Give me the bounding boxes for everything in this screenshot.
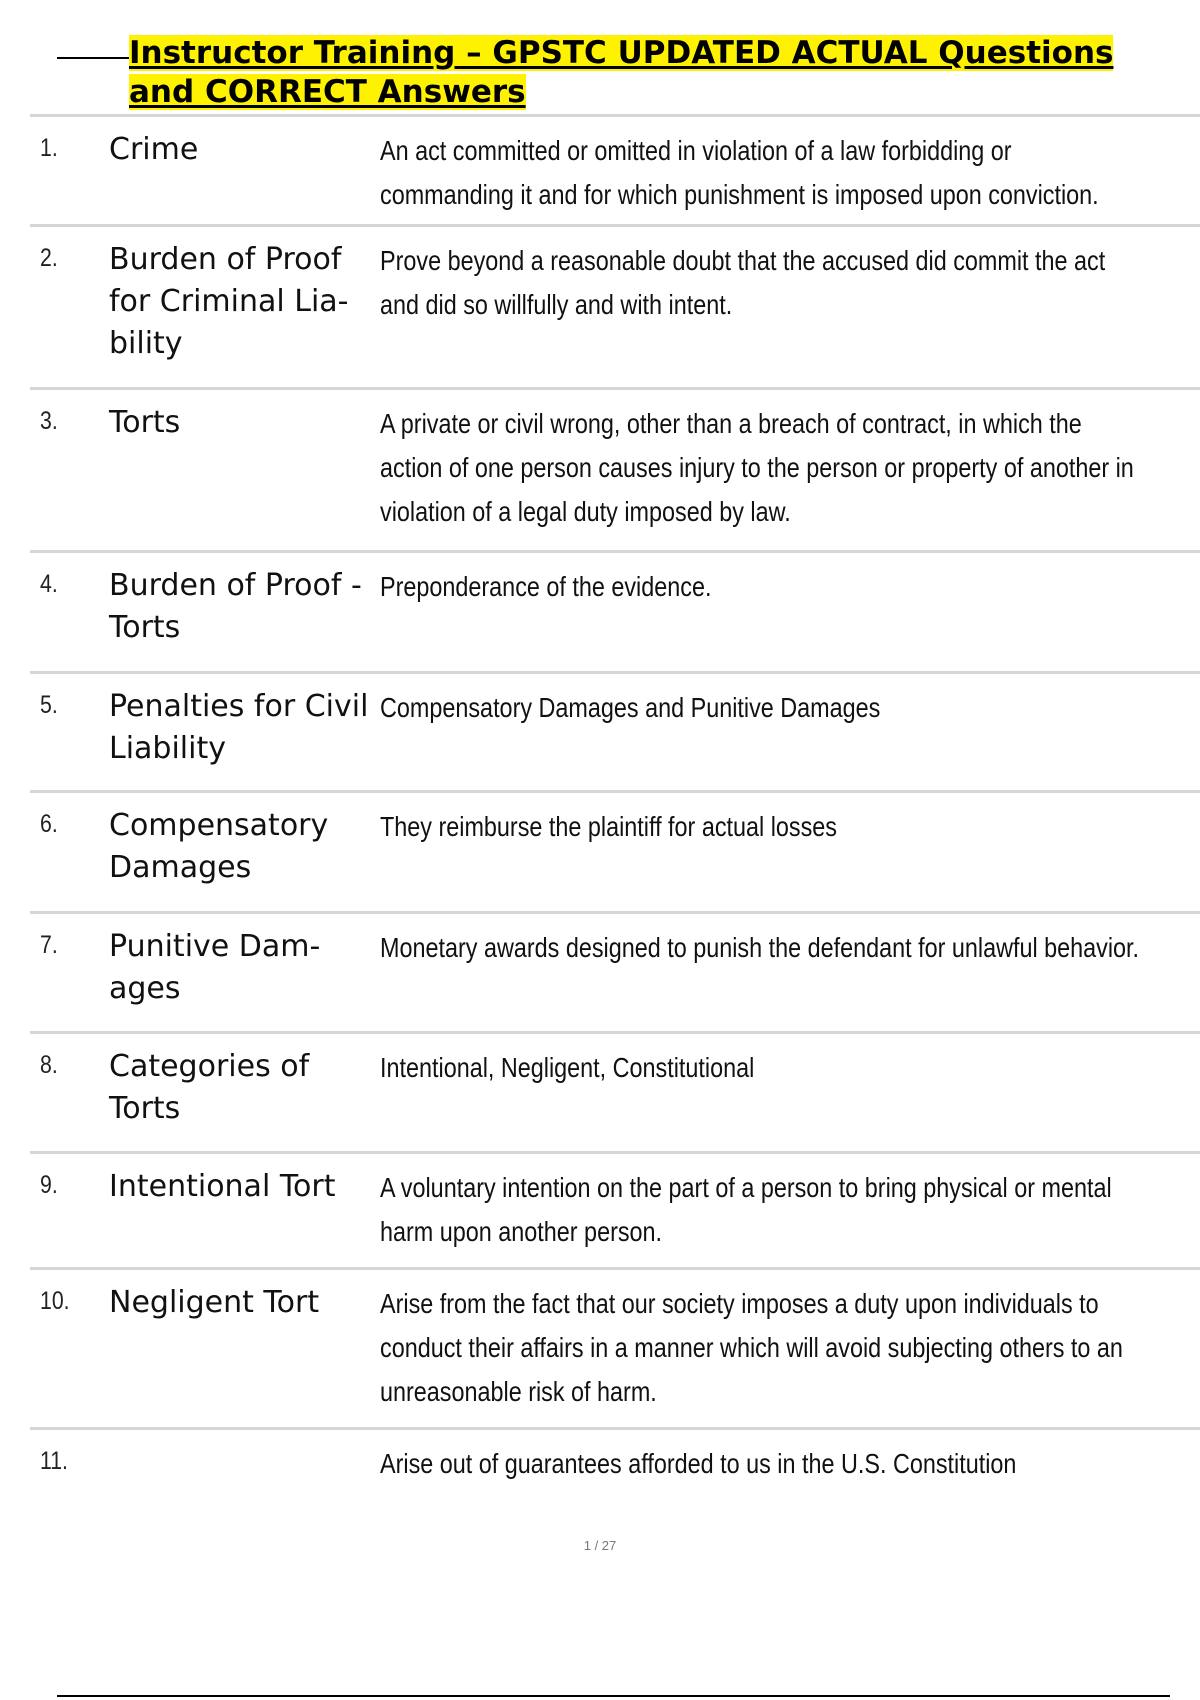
card-term: Negligent Tort (109, 1285, 320, 1320)
card-term: Burden of Proof - Torts (109, 568, 362, 645)
card-definition: They reimburse the plaintiff for actual losses (380, 811, 838, 842)
flashcard-row (30, 790, 1200, 911)
card-definition: Intentional, Negligent, Constitutional (380, 1052, 755, 1083)
card-number: 5. (40, 691, 58, 719)
card-definition: An act committed or omitted in violation of a law forbidding or commanding it and for which punishment is imposed upon conviction. (380, 135, 1099, 210)
card-number: 1. (40, 134, 58, 162)
title-left-rule (57, 57, 129, 59)
flashcard-row (30, 224, 1200, 387)
card-number: 9. (40, 1171, 58, 1199)
flashcard-row (30, 1427, 1200, 1527)
card-term: Burden of Proof for Criminal Lia- bility (109, 242, 349, 361)
card-number: 7. (40, 931, 58, 959)
flashcard-row (30, 114, 1200, 224)
card-term: Compensatory Damages (109, 808, 329, 885)
card-term: Crime (109, 132, 199, 167)
card-number: 6. (40, 810, 58, 838)
page-indicator: 1 / 27 (583, 1538, 617, 1553)
flashcard-row (30, 911, 1200, 1031)
card-definition: Arise from the fact that our society imposes a duty upon individuals to conduct their affairs in a manner which will avoid subjecting others to an unreasonable risk of harm. (380, 1288, 1123, 1407)
card-term: Torts (109, 405, 181, 440)
card-term: Categories of Torts (109, 1049, 310, 1126)
card-definition: Compensatory Damages and Punitive Damages (380, 692, 881, 723)
card-term: Intentional Tort (109, 1169, 336, 1204)
card-definition: Preponderance of the evidence. (380, 571, 712, 602)
card-number: 10. (40, 1287, 70, 1315)
card-number: 4. (40, 570, 58, 598)
flashcard-row (30, 1031, 1200, 1151)
document-title-text: Instructor Training – GPSTC UPDATED ACTUAL Questions and CORRECT Answers (129, 35, 1114, 110)
card-definition: Monetary awards designed to punish the defendant for unlawful behavior. (380, 932, 1140, 963)
card-definition: A voluntary intention on the part of a person to bring physical or mental harm upon another person. (380, 1172, 1112, 1247)
card-number: 3. (40, 407, 58, 435)
card-number: 8. (40, 1051, 58, 1079)
card-term: Penalties for Civil Liability (109, 689, 369, 766)
card-definition: Arise out of guarantees afforded to us in the U.S. Constitution (380, 1448, 1017, 1479)
card-definition: Prove beyond a reasonable doubt that the accused did commit the act and did so willfully and with intent. (380, 245, 1106, 320)
flashcard-row (30, 1151, 1200, 1267)
card-number: 2. (40, 244, 58, 272)
flashcard-list (30, 114, 1200, 1527)
flashcard-row (30, 671, 1200, 790)
flashcard-row (30, 1267, 1200, 1427)
document-title (129, 34, 1169, 112)
card-term: Punitive Dam- ages (109, 929, 321, 1006)
flashcard-row (30, 387, 1200, 550)
card-number: 11. (40, 1447, 68, 1475)
card-definition: A private or civil wrong, other than a breach of contract, in which the action of one person causes injury to the person or property of another in violation of a legal duty imposed by law. (380, 408, 1134, 527)
bottom-rule (57, 1695, 1170, 1697)
flashcard-row (30, 550, 1200, 671)
